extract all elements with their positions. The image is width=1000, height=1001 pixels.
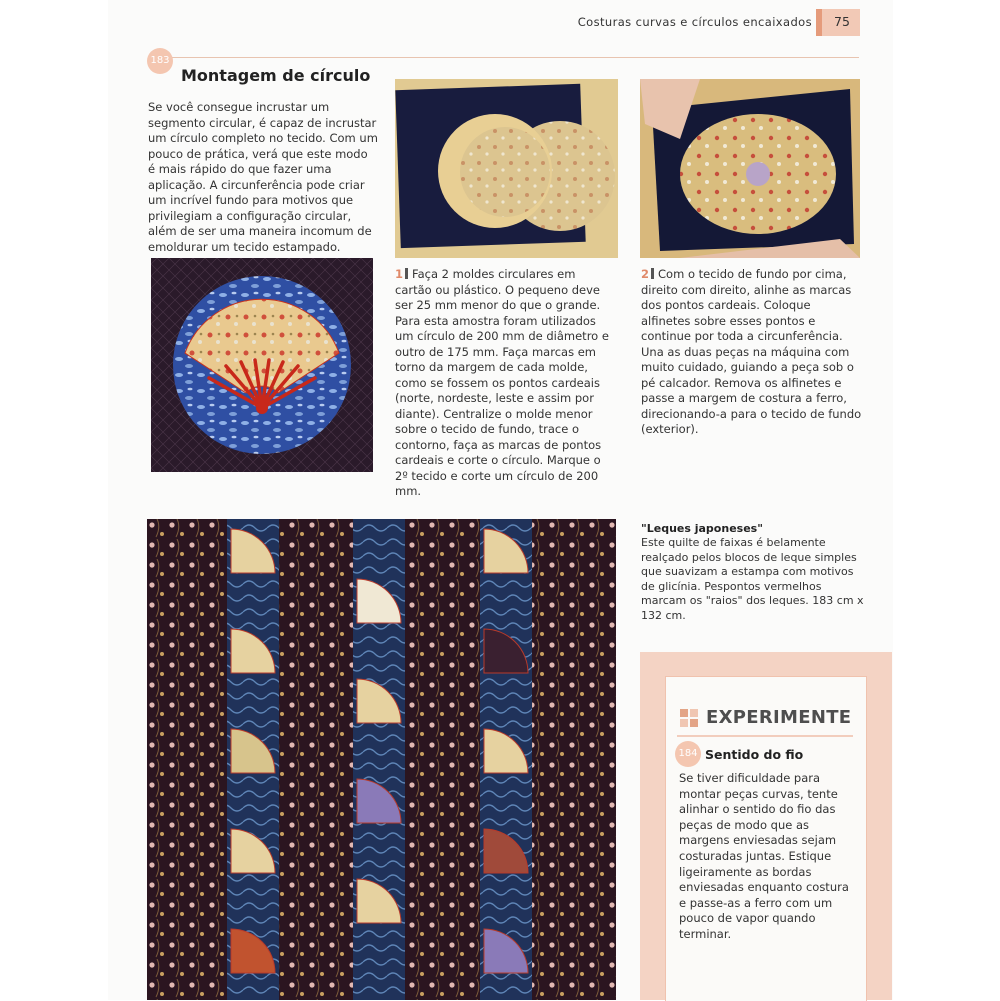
quilt-caption-title: "Leques japoneses"	[641, 522, 763, 535]
step-1-body: Faça 2 moldes circulares em cartão ou plástico. O pequeno deve ser 25 mm menor do que o grande. Para esta amostra foram utilizados um círculo de 200 mm de diâmetro e outro de 175 mm. Faça marcas em torno da margem de cada molde, como se fossem os pontos cardeais (norte, nordeste, leste e assim por diante). Centralize o molde menor sobre o tecido de fundo, trace o contorno, faça as marcas de pontos cardeais e corte o círculo. Marque o 2º tecido e corte um círculo de 200 mm.	[395, 267, 609, 498]
quilt-caption-text: Este quilte de faixas é belamente realçado pelos blocos de leque simples que suavizam a estampa com motivos de glicínia. Pespontos vermelhos marcam os "raios" dos leques. 183 cm x 132 cm.	[641, 536, 864, 622]
tip-number-badge: 184	[675, 741, 701, 767]
page-number: 75	[834, 14, 850, 29]
experiment-text: Se tiver dificuldade para montar peças curvas, tente alinhar o sentido do fio das peças de modo que as margens enviesadas sejam costuradas juntas. Estique ligeiramente as bordas enviesadas enquanto costura e passe-as a ferro com um pouco de vapor quando terminar.	[679, 771, 849, 941]
step-1-photo	[395, 79, 618, 258]
running-title: Costuras curvas e círculos encaixados	[577, 15, 812, 29]
step-marker	[651, 268, 654, 279]
step-marker	[405, 268, 408, 279]
tip-number-badge: 183	[147, 48, 173, 74]
japanese-fans-quilt-photo	[147, 519, 616, 1000]
experiment-title: Sentido do fio	[705, 747, 804, 762]
step-2-body: Com o tecido de fundo por cima, direito com direito, alinhe as marcas dos pontos cardeais. Coloque alfinetes sobre esses pontos e continue por toda a circunferência. Una as duas peças na máquina com muito cuidado, guiando a peça sob o pé calcador. Remova os alfinetes e passe a margem de costura a ferro, direcionando-a para o tecido de fundo (exterior).	[641, 267, 862, 436]
page-number-accent	[816, 9, 822, 36]
intro-paragraph: Se você consegue incrustar um segmento circular, é capaz de incrustar um círculo completo no tecido. Com um pouco de prática, verá que este modo é mais rápido do que fazer uma aplicação. A circunferência pode criar um incrível fundo para motivos que privilegiam a configuração circular, além de ser uma maneira incomum de emoldurar um tecido estampado.	[148, 100, 378, 254]
step-1-text	[395, 267, 615, 500]
step-2-number: 2	[641, 267, 650, 281]
step-2-text	[641, 267, 863, 438]
experiment-label: EXPERIMENTE	[706, 707, 852, 728]
step-2-photo	[640, 79, 860, 258]
experiment-squares-icon	[680, 709, 698, 727]
step-1-number: 1	[395, 267, 404, 281]
section-title: Montagem de círculo	[181, 66, 371, 85]
circle-fan-block-photo	[151, 258, 373, 472]
header-divider	[148, 57, 859, 58]
experiment-divider	[677, 735, 853, 737]
